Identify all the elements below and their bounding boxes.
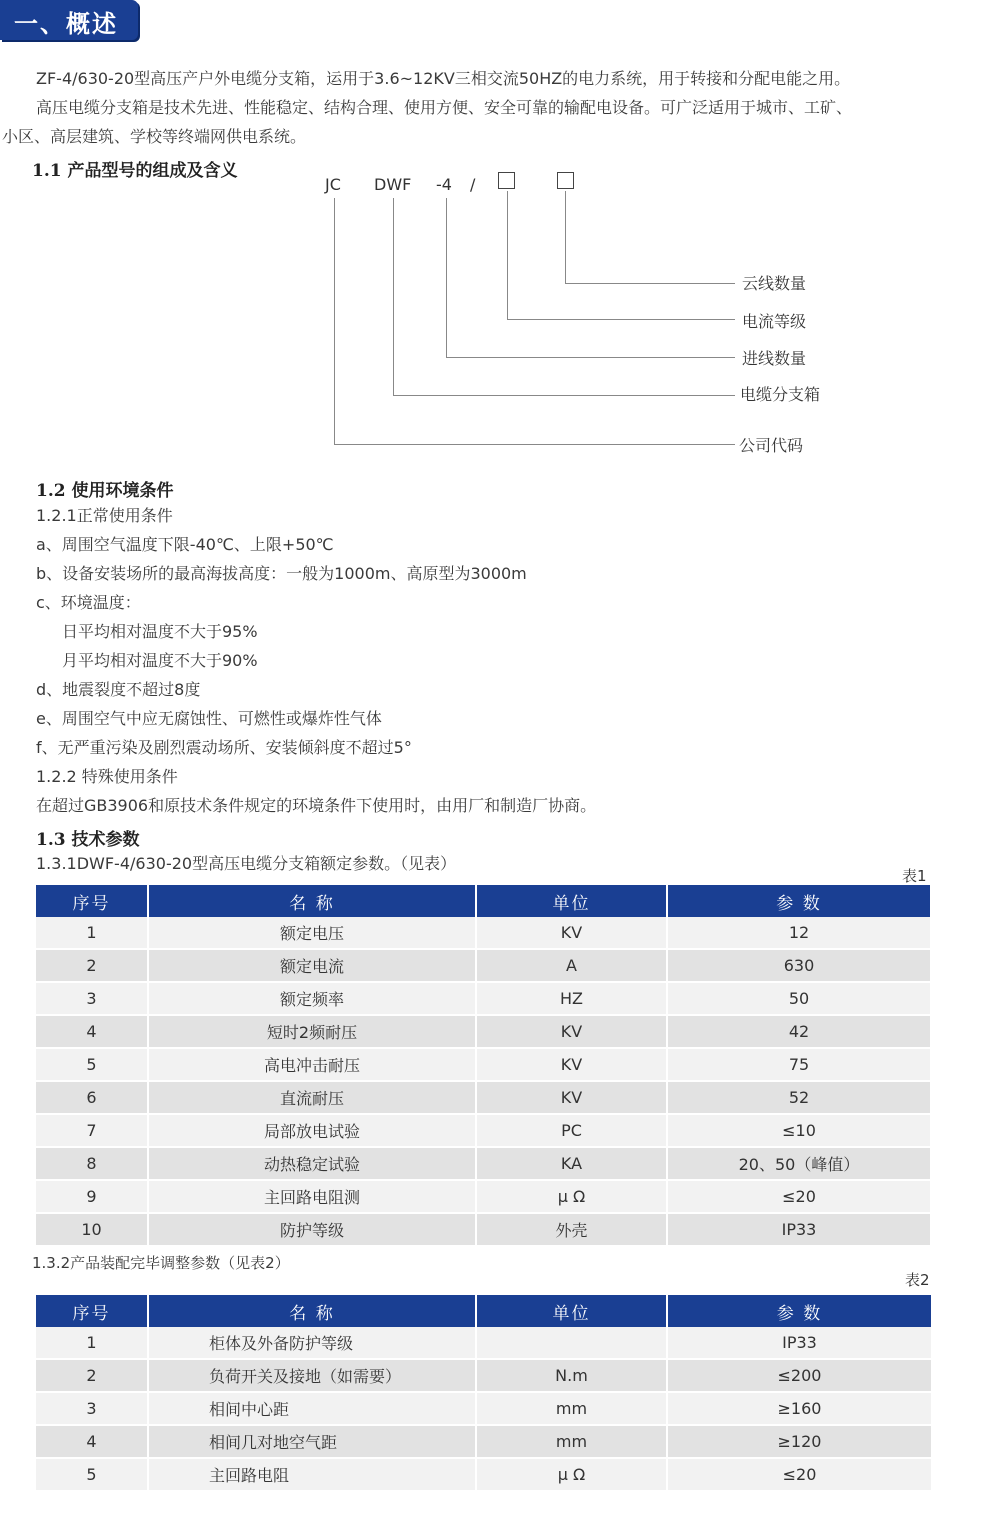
table-cell: 防护等级	[148, 1213, 476, 1246]
env-item-c: c、环境温度：	[36, 593, 141, 612]
table-cell: ≤200	[667, 1359, 931, 1392]
table-cell: 局部放电试验	[148, 1114, 476, 1147]
table-header-cell: 参 数	[667, 1295, 931, 1327]
table-cell: KV	[476, 1015, 667, 1048]
table-cell: ≥120	[667, 1425, 931, 1458]
table-cell: mm	[476, 1425, 667, 1458]
code-part-jc: JC	[325, 175, 341, 194]
table-row	[36, 1114, 930, 1147]
table-cell: mm	[476, 1392, 667, 1425]
table-cell: IP33	[667, 1213, 930, 1246]
table-cell: 5	[36, 1458, 148, 1491]
label-cable-box: 电缆分支箱	[740, 385, 821, 404]
label-outgoing-count: 云线数量	[742, 274, 807, 293]
connector-line	[507, 319, 735, 320]
table-row	[36, 949, 930, 982]
code-part-slash: /	[470, 175, 476, 194]
table-cell: KV	[476, 1048, 667, 1081]
table-cell: 1	[36, 1327, 148, 1359]
table-cell: 12	[667, 917, 930, 949]
code-part-4: -4	[436, 175, 452, 194]
table-cell: 高电冲击耐压	[148, 1048, 476, 1081]
table-cell: 10	[36, 1213, 148, 1246]
table-cell: 630	[667, 949, 930, 982]
code-part-dwf: DWF	[374, 175, 412, 194]
intro-paragraph-1: ZF-4/630-20型高压产户外电缆分支箱，运用于3.6~12KV三相交流50HZ的电力系统，用于转接和分配电能之用。	[36, 69, 851, 88]
env-item-e: e、周围空气中应无腐蚀性、可燃性或爆炸性气体	[36, 709, 382, 728]
table-header-cell: 名 称	[148, 885, 476, 917]
table-row	[36, 1359, 931, 1392]
env-normal-title: 1.2.1正常使用条件	[36, 506, 173, 525]
table-cell: 相间中心距	[148, 1392, 476, 1425]
table-cell: 8	[36, 1147, 148, 1180]
env-item-f: f、无严重污染及剧烈震动场所、安装倾斜度不超过5°	[36, 738, 412, 757]
table-cell: 7	[36, 1114, 148, 1147]
table-row	[36, 1180, 930, 1213]
connector-line	[446, 357, 735, 358]
table-cell: 动热稳定试验	[148, 1147, 476, 1180]
env-item-d: d、地震裂度不超过8度	[36, 680, 201, 699]
table-row	[36, 1147, 930, 1180]
intro-paragraph-2: 高压电缆分支箱是技术先进、性能稳定、结构合理、使用方便、安全可靠的输配电设备。可广泛适用于城市、工矿、	[36, 98, 853, 117]
table-header-cell: 参 数	[667, 885, 930, 917]
table-cell: 42	[667, 1015, 930, 1048]
table-cell: 主回路电阻测	[148, 1180, 476, 1213]
table-header-cell: 序号	[36, 1295, 148, 1327]
table-cell: 1	[36, 917, 148, 949]
spec-table-1	[36, 885, 930, 1247]
table-cell: 5	[36, 1048, 148, 1081]
table-cell: IP33	[667, 1327, 931, 1359]
table-cell	[476, 1327, 667, 1359]
section-title: 一、概述	[14, 10, 118, 38]
env-heading: 1.2 使用环境条件	[36, 481, 174, 501]
table-cell: 额定电压	[148, 917, 476, 949]
connector-line	[446, 198, 447, 357]
table-cell: 2	[36, 1359, 148, 1392]
table-cell: 6	[36, 1081, 148, 1114]
table-cell: 额定电流	[148, 949, 476, 982]
table-cell: 额定频率	[148, 982, 476, 1015]
table-cell: μ Ω	[476, 1180, 667, 1213]
table-cell: 20、50（峰值）	[667, 1147, 930, 1180]
code-box-lines	[557, 172, 574, 189]
label-current-level: 电流等级	[742, 312, 807, 331]
table-header-row	[36, 1295, 931, 1327]
table-header-cell: 单位	[476, 885, 667, 917]
spec-table-2	[36, 1295, 931, 1492]
table-cell: KV	[476, 917, 667, 949]
label-company-code: 公司代码	[739, 436, 804, 455]
table-cell: 52	[667, 1081, 930, 1114]
table-row	[36, 1015, 930, 1048]
code-box-current	[498, 172, 515, 189]
table-cell: 50	[667, 982, 930, 1015]
table-cell: ≤20	[667, 1458, 931, 1491]
table-cell: 短时2频耐压	[148, 1015, 476, 1048]
table-row	[36, 1327, 931, 1359]
table-cell: A	[476, 949, 667, 982]
table-cell: KA	[476, 1147, 667, 1180]
table-cell: ≥160	[667, 1392, 931, 1425]
connector-line	[334, 198, 335, 444]
env-special-title: 1.2.2 特殊使用条件	[36, 767, 178, 786]
table-cell: 75	[667, 1048, 930, 1081]
tech-sub1: 1.3.1DWF-4/630-20型高压电缆分支箱额定参数。（见表）	[36, 854, 457, 873]
env-special-text: 在超过GB3906和原技术条件规定的环境条件下使用时，由用厂和制造厂协商。	[36, 796, 597, 815]
intro-paragraph-2-cont: 小区、高层建筑、学校等终端网供电系统。	[2, 127, 307, 146]
table-cell: 3	[36, 1392, 148, 1425]
table-row	[36, 1213, 930, 1246]
table-cell: N.m	[476, 1359, 667, 1392]
table-row	[36, 1392, 931, 1425]
table-cell: 相间几对地空气距	[148, 1425, 476, 1458]
table-cell: 9	[36, 1180, 148, 1213]
table-cell: ≤10	[667, 1114, 930, 1147]
table-cell: 4	[36, 1425, 148, 1458]
table-cell: 2	[36, 949, 148, 982]
table-cell: 柜体及外备防护等级	[148, 1327, 476, 1359]
table-cell: ≤20	[667, 1180, 930, 1213]
table-cell: 外壳	[476, 1213, 667, 1246]
connector-line	[393, 198, 394, 395]
table-row	[36, 917, 930, 949]
connector-line	[565, 191, 566, 283]
table-cell: HZ	[476, 982, 667, 1015]
table-cell: 直流耐压	[148, 1081, 476, 1114]
env-item-c2: 月平均相对温度不大于90%	[62, 651, 258, 670]
connector-line	[334, 444, 735, 445]
table-cell: PC	[476, 1114, 667, 1147]
table-row	[36, 982, 930, 1015]
table-cell: 主回路电阻	[148, 1458, 476, 1491]
table-header-cell: 序号	[36, 885, 148, 917]
table-header-cell: 名 称	[148, 1295, 476, 1327]
connector-line	[393, 395, 735, 396]
table-cell: 负荷开关及接地（如需要）	[148, 1359, 476, 1392]
tech-heading: 1.3 技术参数	[36, 830, 140, 850]
table-cell: μ Ω	[476, 1458, 667, 1491]
table2-label: 表2	[905, 1271, 930, 1289]
connector-line	[565, 283, 735, 284]
table-cell: 3	[36, 982, 148, 1015]
env-item-b: b、设备安装场所的最高海拔高度：一般为1000m、高原型为3000m	[36, 564, 527, 583]
section-badge	[0, 0, 138, 40]
table-row	[36, 1048, 930, 1081]
connector-line	[507, 191, 508, 319]
label-incoming-count: 进线数量	[742, 349, 807, 368]
tech-sub2: 1.3.2产品装配完毕调整参数（见表2）	[32, 1254, 290, 1272]
table-row	[36, 1425, 931, 1458]
table-cell: 4	[36, 1015, 148, 1048]
model-heading: 1.1 产品型号的组成及含义	[32, 161, 238, 181]
table-header-row	[36, 885, 930, 917]
env-item-c1: 日平均相对温度不大于95%	[62, 622, 258, 641]
table1-label: 表1	[902, 867, 927, 885]
table-cell: KV	[476, 1081, 667, 1114]
table-header-cell: 单位	[476, 1295, 667, 1327]
table-row	[36, 1458, 931, 1491]
env-item-a: a、周围空气温度下限-40℃、上限+50℃	[36, 535, 334, 554]
table-row	[36, 1081, 930, 1114]
